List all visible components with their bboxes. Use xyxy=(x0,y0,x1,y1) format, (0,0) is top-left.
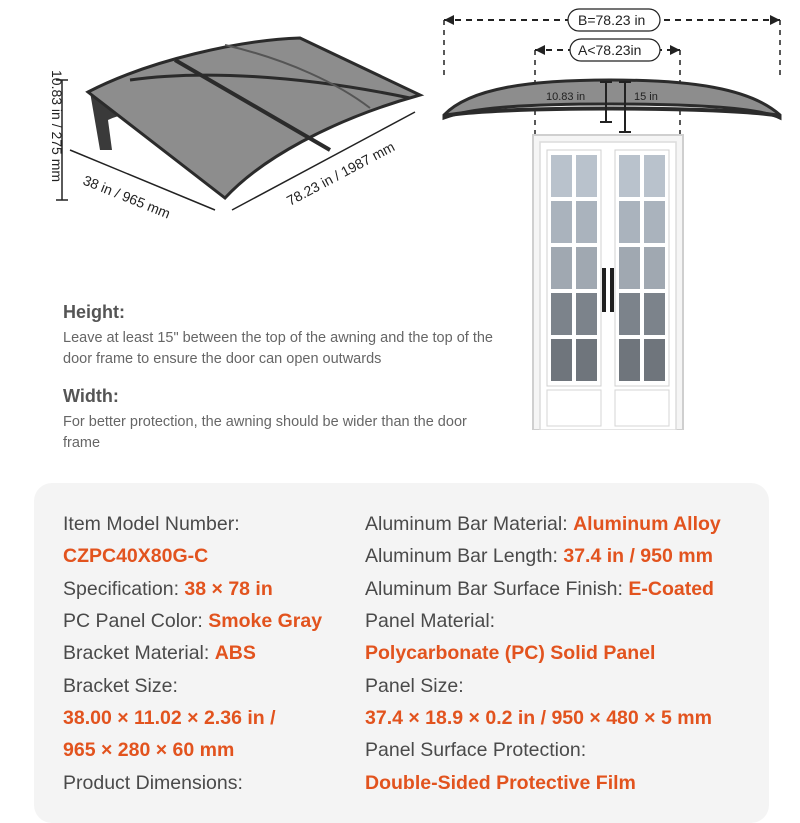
spec-label: Bracket Material: xyxy=(63,642,215,664)
spec-right-6 xyxy=(365,706,712,730)
spec-label: Bracket Size: xyxy=(63,675,178,697)
spec-left-8 xyxy=(63,771,243,795)
width-guide-title: Width: xyxy=(63,386,119,406)
spec-value: Aluminum Alloy xyxy=(573,513,721,535)
spec-value: E-Coated xyxy=(628,578,714,600)
dim-height-label: 10.83 in / 275 mm xyxy=(49,70,65,183)
dim-b-width: B=78.23 in xyxy=(578,12,646,28)
spec-label: Aluminum Bar Length: xyxy=(365,545,564,567)
spec-value: 38 × 78 in xyxy=(184,578,273,600)
spec-right-4 xyxy=(365,641,655,665)
spec-left-2 xyxy=(63,577,273,601)
width-guide-text: For better protection, the awning should be wider than the door frame xyxy=(63,414,467,451)
clearance-right-label: 15 in xyxy=(634,91,658,103)
spec-value: Polycarbonate (PC) Solid Panel xyxy=(365,642,656,664)
spec-label: Item Model Number: xyxy=(63,513,240,535)
spec-right-5 xyxy=(365,674,464,698)
awning-3d-illustration xyxy=(0,0,430,240)
spec-label: PC Panel Color: xyxy=(63,610,209,632)
spec-label: Specification: xyxy=(63,578,185,600)
spec-right-1 xyxy=(365,544,713,568)
spec-right-8 xyxy=(365,771,636,795)
spec-label: Panel Surface Protection: xyxy=(365,739,587,761)
spec-right-3 xyxy=(365,609,495,633)
spec-left-4 xyxy=(63,641,256,665)
spec-label: Product Dimensions: xyxy=(63,772,243,794)
french-door xyxy=(533,135,683,430)
spec-label: Aluminum Bar Surface Finish: xyxy=(365,578,629,600)
spec-value: 965 × 280 × 60 mm xyxy=(63,739,235,761)
spec-right-7 xyxy=(365,738,586,762)
spec-left-7 xyxy=(63,738,234,762)
spec-value: 38.00 × 11.02 × 2.36 in / xyxy=(63,707,276,729)
height-guide-title: Height: xyxy=(63,302,125,322)
awning-panel xyxy=(88,38,420,198)
door-handle-left xyxy=(602,268,606,312)
spec-label: Panel Size: xyxy=(365,675,464,697)
dim-depth-label: 38 in / 965 mm xyxy=(80,171,173,222)
spec-right-2 xyxy=(365,577,714,601)
spec-label: Aluminum Bar Material: xyxy=(365,513,574,535)
spec-left-1 xyxy=(63,544,208,568)
height-guide-text: Leave at least 15" between the top of the awning and the top of the door frame to ensure the door can open outwards xyxy=(63,330,493,367)
spec-left-3 xyxy=(63,609,322,633)
dim-a-width: A<78.23in xyxy=(578,42,642,58)
spec-right-0 xyxy=(365,512,721,536)
spec-left-5 xyxy=(63,674,178,698)
spec-value: 37.4 × 18.9 × 0.2 in / 950 × 480 × 5 mm xyxy=(365,707,712,729)
spec-label: Panel Material: xyxy=(365,610,496,632)
spec-value: Double-Sided Protective Film xyxy=(365,772,636,794)
spec-value: ABS xyxy=(214,642,256,664)
clearance-left-label: 10.83 in xyxy=(546,91,586,103)
spec-value: 37.4 in / 950 mm xyxy=(563,545,713,567)
spec-left-0 xyxy=(63,512,240,536)
spec-left-6 xyxy=(63,706,276,730)
spec-value: CZPC40X80G-C xyxy=(63,545,209,567)
spec-value: Smoke Gray xyxy=(208,610,323,632)
door-handle-right xyxy=(610,268,614,312)
dim-length-label: 78.23 in / 1987 mm xyxy=(283,138,398,209)
